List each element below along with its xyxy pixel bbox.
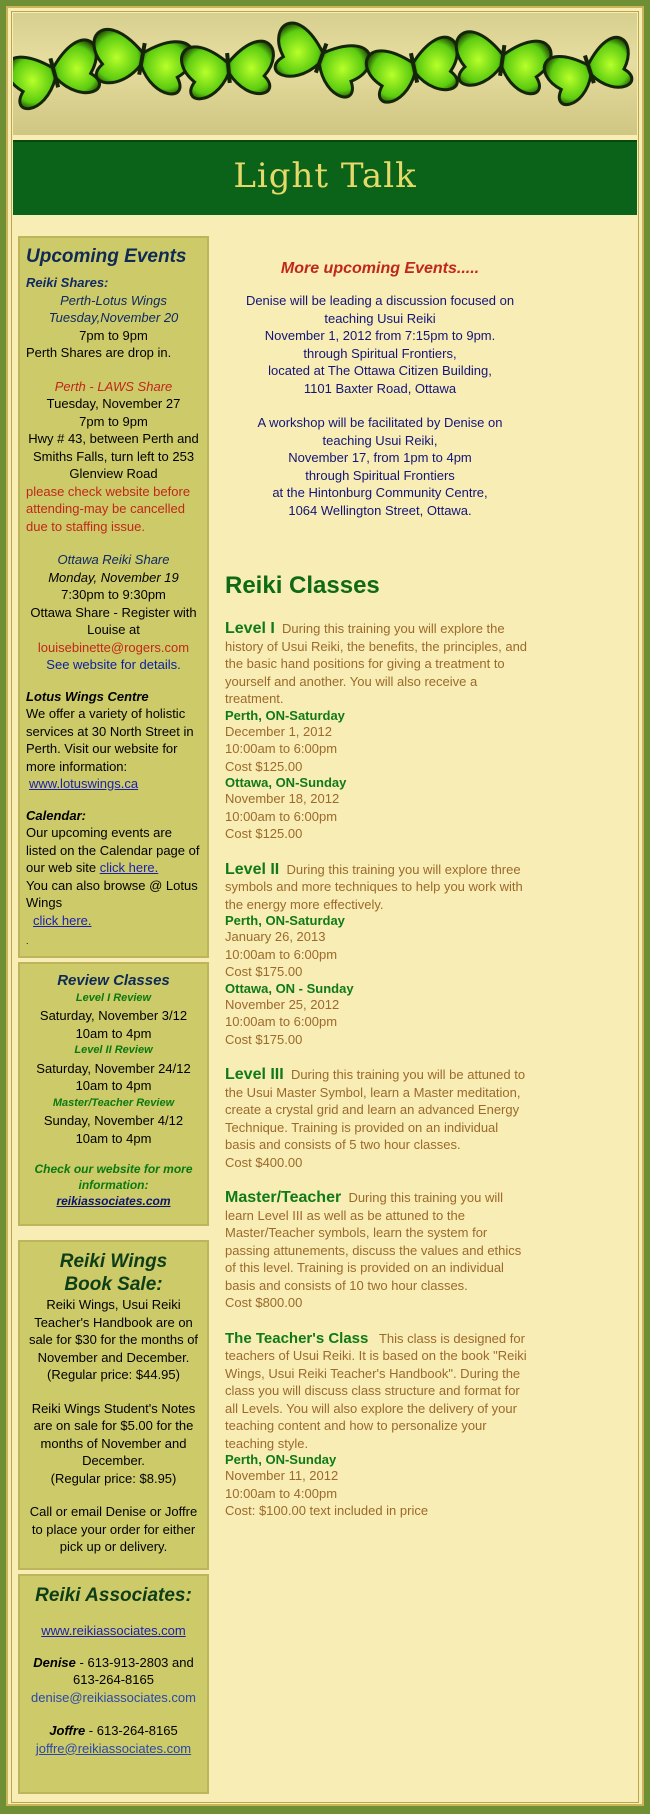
level2-loc2-date: November 25, 2012 [225, 996, 340, 1012]
perth-laws-date: Tuesday, November 27 [46, 396, 181, 411]
level2-review-time: 10am to 4pm [75, 1078, 152, 1093]
book-sale-p2: Reiki Wings Student's Notes are on sale for $5.00 for the months of November and December. [31, 1400, 196, 1468]
ottawa-share-time: 7:30pm to 9:30pm [61, 587, 166, 602]
more-events-heading: More upcoming Events..... [280, 260, 480, 277]
teacher-time: 10:00am to 4:00pm [225, 1485, 338, 1501]
event1-line5: located at The Ottawa Citizen Building, [268, 363, 492, 378]
calendar-text [26, 824, 201, 877]
associates-website-link[interactable]: www.reikiassociates.com [41, 1623, 186, 1638]
level1-loc2-cost: Cost $125.00 [225, 826, 303, 841]
perth-lotus-note: Perth Shares are drop in. [26, 345, 172, 360]
level2-loc2: Ottawa, ON - Sunday [225, 980, 354, 996]
main-content [220, 260, 540, 519]
calendar-link[interactable]: click here. [99, 860, 159, 875]
trailing-dot: . [26, 936, 29, 946]
event2-line6: 1064 Wellington Street, Ottawa. [288, 502, 472, 518]
review-website-link[interactable]: reikiassociates.com [56, 1194, 171, 1208]
butterfly-icon [180, 40, 276, 100]
level3-cost: Cost $400.00 [225, 1154, 303, 1170]
joffre-email[interactable]: joffre@reikiassociates.com [35, 1740, 192, 1756]
level2-desc: During this training you will explore three symbols and more techniques to help you work with the energy more effectively. [225, 861, 523, 912]
butterfly-icon [87, 27, 195, 97]
newsletter-title: Light Talk [233, 156, 417, 196]
level1-title: Level I [225, 620, 275, 637]
reiki-associates-heading: Reiki Associates: [35, 1585, 192, 1606]
master-title: Master/Teacher [225, 1189, 342, 1206]
level1-desc: During this training you will explore the history of Usui Reiki, the benefits, the principles, and the basic hand positions for giving a treatment to yourself and another. You will also receive a treatment. [225, 621, 528, 706]
perth-laws-address: Hwy # 43, between Perth and Smiths Falls, turn left to 253 Glenview Road [28, 431, 199, 481]
level2-loc1: Perth, ON-Saturday [225, 913, 345, 928]
ottawa-share-email[interactable]: louisebinette@rogers.com [37, 639, 190, 655]
perth-laws-name: Perth - LAWS Share [54, 378, 173, 394]
book-sale-heading-1: Reiki Wings [59, 1251, 168, 1272]
reiki-classes-section [225, 572, 530, 1520]
level2-loc1-time: 10:00am to 6:00pm [225, 946, 338, 962]
level1-loc1-time: 10:00am to 6:00pm [225, 741, 338, 756]
butterfly-icon [451, 30, 553, 96]
level2-loc1-cost: Cost $175.00 [225, 964, 303, 979]
level3-block [225, 1066, 530, 1154]
butterfly-icon [13, 37, 106, 112]
master-desc: During this training you will learn Level III as well as be attuned to the Master/Teacher symbols, learn the system for passing attunements, discuss the values and ethics of this level. Training is provided on an individual basis and consists of 10 two hour classes. [225, 1190, 522, 1293]
calendar-browse-text: You can also browse @ Lotus Wings [26, 877, 198, 910]
level1-review-label: Level I Review [75, 991, 152, 1004]
level1-loc1-date: December 1, 2012 [225, 723, 332, 739]
teacher-block [225, 1330, 530, 1453]
ottawa-share-note: Ottawa Share - Register with Louise at [30, 604, 197, 637]
event2-line2: teaching Usui Reiki, [322, 432, 438, 448]
butterfly-icon [266, 19, 374, 101]
event1-line3: November 1, 2012 from 7:15pm to 9pm. [264, 328, 496, 343]
master-review-date: Sunday, November 4/12 [43, 1113, 184, 1128]
teacher-date: November 11, 2012 [225, 1468, 339, 1483]
level2-title: Level II [225, 860, 280, 878]
event2-line4: through Spiritual Frontiers [305, 467, 455, 483]
event2-line5: at the Hintonburg Community Centre, [272, 485, 488, 500]
denise-email[interactable]: denise@reikiassociates.com [31, 1689, 196, 1705]
upcoming-events-heading: Upcoming Events [26, 246, 187, 267]
book-sale-p2-price: (Regular price: $8.95) [50, 1470, 177, 1486]
lotus-calendar-link[interactable]: click here. [33, 912, 92, 928]
butterfly-icon [364, 35, 465, 105]
review-check-text: Check our website for more information: [34, 1162, 193, 1192]
book-sale-p1: Reiki Wings, Usui Reiki Teacher's Handbook are on sale for $30 for the months of November and December. [28, 1297, 199, 1365]
master-review-label: Master/Teacher Review [52, 1096, 175, 1109]
ottawa-share-name: Ottawa Reiki Share [57, 552, 170, 567]
perth-lotus-name: Perth-Lotus Wings [60, 292, 167, 308]
review-classes-heading: Review Classes [57, 972, 170, 989]
event1-line2: teaching Usui Reiki [324, 310, 436, 326]
master-block [225, 1189, 530, 1294]
title-bar [13, 140, 637, 215]
lotus-wings-link[interactable]: www.lotuswings.ca [29, 776, 139, 791]
teacher-cost: Cost: $100.00 text included in price [225, 1503, 429, 1518]
level2-loc2-cost: Cost $175.00 [225, 1031, 303, 1047]
master-review-time: 10am to 4pm [75, 1130, 152, 1146]
calendar-heading: Calendar: [26, 807, 86, 823]
reiki-classes-heading: Reiki Classes [225, 572, 380, 599]
upcoming-events-box [18, 236, 209, 958]
denise-phone: - 613-913-2803 and 613-264-8165 [73, 1654, 194, 1687]
reiki-associates-box [18, 1574, 209, 1794]
event1-line4: through Spiritual Frontiers, [303, 345, 457, 361]
butterfly-illustration [13, 13, 637, 135]
ottawa-share-website: See website for details. [46, 657, 181, 672]
teacher-loc: Perth, ON-Sunday [225, 1452, 337, 1467]
denise-name: Denise [33, 1654, 76, 1670]
event2-line3: November 17, from 1pm to 4pm [288, 450, 472, 465]
joffre-phone: - 613-264-8165 [85, 1723, 178, 1738]
perth-lotus-time: 7pm to 9pm [79, 327, 148, 343]
level2-loc2-time: 10:00am to 6:00pm [225, 1014, 338, 1029]
butterfly-banner [13, 13, 637, 135]
perth-lotus-date: Tuesday,November 20 [48, 310, 179, 325]
level1-loc2-time: 10:00am to 6:00pm [225, 808, 338, 824]
review-classes-box [18, 962, 209, 1226]
teacher-desc: This class is designed for teachers of Usui Reiki. It is based on the book "Reiki Wings, Usui Reiki Teacher's Handbook". During the class you will discuss class structure and format for all Levels. You will also explore the delivery of your teaching content and how to personalize your teaching style. [225, 1330, 527, 1451]
level3-title: Level III [225, 1066, 284, 1083]
master-cost: Cost $800.00 [225, 1295, 303, 1310]
teacher-title: The Teacher's Class [225, 1329, 369, 1347]
book-sale-heading-2: Book Sale: [64, 1274, 163, 1295]
level3-desc: During this training you will be attuned to the Usui Master Symbol, learn a Master meditation, create a crystal grid and learn an advanced Energy Technique. Training is provided on an individual basis and consists of 5 two hour classes. [225, 1067, 526, 1152]
lotus-wings-heading: Lotus Wings Centre [26, 688, 149, 704]
book-sale-box [18, 1240, 209, 1570]
level2-review-label: Level II Review [74, 1044, 153, 1056]
level2-review-date: Saturday, November 24/12 [36, 1060, 191, 1076]
ottawa-share-date: Monday, November 19 [48, 569, 179, 585]
event1-line6: 1101 Baxter Road, Ottawa [303, 380, 457, 396]
level2-loc1-date: January 26, 2013 [225, 929, 326, 944]
event2-line1: A workshop will be facilitated by Denise on [257, 415, 503, 430]
level1-loc2-date: November 18, 2012 [225, 791, 340, 806]
perth-laws-time: 7pm to 9pm [79, 413, 148, 429]
level1-review-date: Saturday, November 3/12 [39, 1008, 188, 1023]
level1-loc1-cost: Cost $125.00 [225, 758, 303, 774]
book-sale-p3: Call or email Denise or Joffre to place your order for either pick up or delivery. [29, 1504, 198, 1554]
calendar-text-1: Our upcoming events are listed on the Calendar page of our web site [26, 825, 200, 875]
event1-line1: Denise will be leading a discussion focused on [245, 293, 515, 308]
perth-laws-warning: please check website before attending-may be cancelled due to staffing issue. [26, 483, 191, 534]
level1-block [225, 620, 530, 708]
joffre-name: Joffre [49, 1723, 86, 1738]
level1-review-time: 10am to 4pm [75, 1025, 152, 1041]
level1-loc2: Ottawa, ON-Sunday [225, 775, 347, 790]
level1-loc1: Perth, ON-Saturday [225, 707, 345, 723]
level2-block [225, 861, 530, 914]
butterfly-icon [541, 34, 637, 108]
book-sale-p1-price: (Regular price: $44.95) [47, 1367, 180, 1382]
reiki-shares-heading: Reiki Shares: [26, 275, 109, 290]
lotus-wings-text: We offer a variety of holistic services at 30 North Street in Perth. Visit our website for more information: [26, 706, 194, 774]
